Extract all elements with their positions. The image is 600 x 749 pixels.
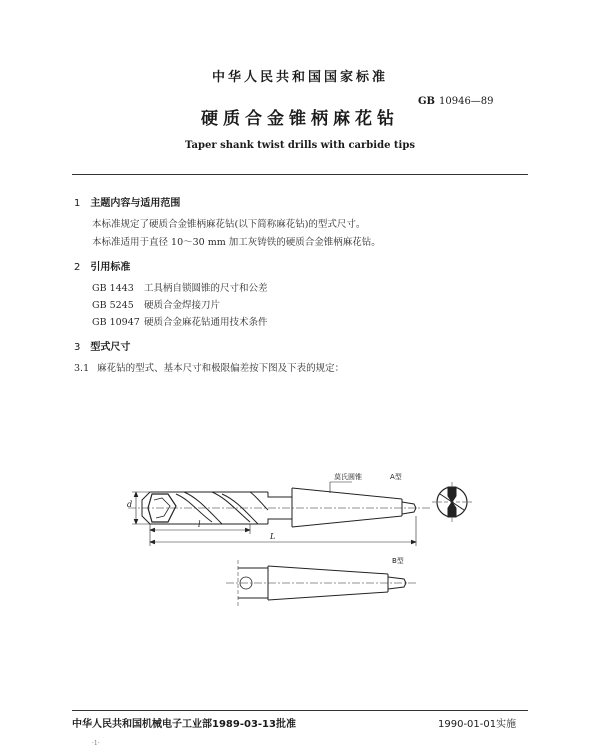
section-2-number: 2	[74, 262, 81, 273]
gb-prefix: GB	[418, 96, 435, 107]
end-view	[432, 482, 472, 522]
section-1-title: 主题内容与适用范围	[90, 198, 181, 209]
standard-category-title: 中华人民共和国国家标准	[211, 70, 388, 85]
clause-3-1-text: 麻花钻的型式、基本尺寸和极限偏差按下图及下表的规定：	[97, 363, 345, 374]
label-d: d	[127, 500, 133, 509]
section-2-title: 引用标准	[90, 262, 131, 273]
label-type-b: B型	[392, 557, 404, 565]
section-1-number: 1	[74, 198, 81, 209]
type-a-drill	[128, 488, 430, 527]
neck-bottom	[268, 519, 292, 524]
reference-code: GB 5245	[92, 300, 134, 311]
page-title: 硬质合金锥柄麻花钻	[201, 109, 399, 129]
gb-number: 10946—89	[439, 96, 494, 107]
flute-line	[212, 492, 250, 522]
flute-line	[222, 494, 258, 524]
label-L: L	[270, 532, 276, 541]
reference-text: 硬质合金麻花钻通用技术条件	[144, 317, 268, 328]
reference-code: GB 1443	[92, 283, 134, 294]
type-b-shank	[226, 560, 416, 608]
section-1-line-1: 本标准规定了硬质合金锥柄麻花钻(以下简称麻花钻)的型式尺寸。	[92, 219, 366, 230]
section-3-number: 3	[74, 342, 81, 353]
neck-top	[268, 492, 292, 497]
morse-taper-top	[292, 488, 402, 499]
label-l: l	[198, 520, 201, 529]
english-title: Taper shank twist drills with carbide tips	[185, 140, 415, 151]
reference-text: 硬质合金焊接刀片	[144, 300, 221, 311]
clause-3-1-number: 3.1	[74, 363, 90, 374]
effective-date: 1990-01-01实施	[438, 719, 517, 730]
dim-L	[150, 516, 416, 546]
section-3-title: 型式尺寸	[90, 342, 131, 353]
label-type-a: A型	[390, 473, 402, 481]
section-1-line-2: 本标准适用于直径 10～30 mm 加工灰铸铁的硬质合金锥柄麻花钻。	[92, 237, 381, 248]
morse-taper-bottom	[292, 516, 402, 527]
footer-divider	[72, 710, 528, 711]
reference-text: 工具柄自锁圆锥的尺寸和公差	[144, 283, 268, 294]
label-morse-taper: 莫氏圆锥	[334, 473, 362, 481]
approval-authority: 中华人民共和国机械电子工业部1989-03-13批准	[72, 719, 296, 730]
page-mark: ·1·	[92, 740, 100, 747]
flute-line	[250, 492, 268, 510]
reference-code: GB 10947	[92, 317, 140, 328]
